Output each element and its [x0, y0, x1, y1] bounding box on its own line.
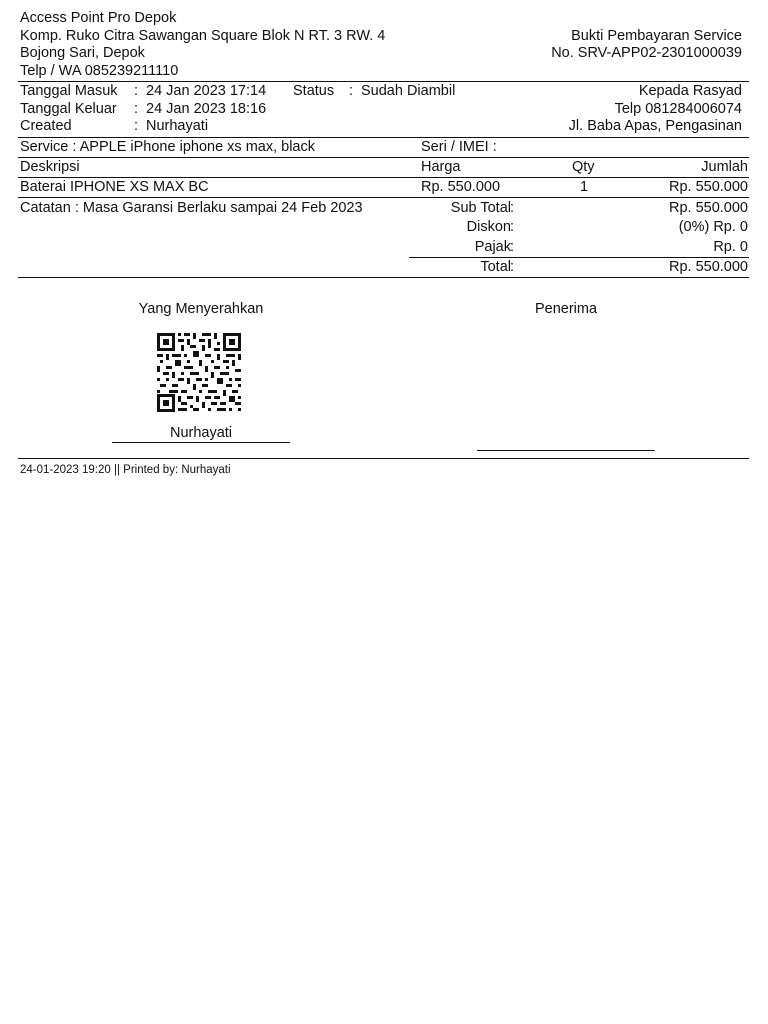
handover-label: Yang Menyerahkan — [138, 301, 264, 317]
qr-code — [157, 333, 241, 412]
tax-value: Rp. 0 — [713, 239, 748, 255]
divider-table-row — [18, 197, 749, 198]
status-colon: : — [349, 83, 354, 99]
receiver-signature-line — [477, 450, 655, 451]
warranty-note: Catatan : Masa Garansi Berlaku sampai 24 Feb 2023 — [20, 200, 363, 216]
total-value: Rp. 550.000 — [668, 259, 748, 275]
discount-value: (0%) Rp. 0 — [678, 219, 748, 235]
discount-label: Diskon — [466, 219, 511, 235]
divider-totals — [18, 277, 749, 278]
divider-service — [18, 157, 749, 158]
row-description: Baterai IPHONE XS MAX BC — [20, 179, 209, 195]
status-value: Sudah Diambil — [361, 83, 456, 99]
document-number: No. SRV-APP02-2301000039 — [551, 45, 742, 61]
receiver-label: Penerima — [534, 301, 598, 317]
col-header-qty: Qty — [572, 159, 595, 175]
col-header-amount: Jumlah — [701, 159, 748, 175]
subtotal-value: Rp. 550.000 — [668, 200, 748, 216]
divider-info — [18, 137, 749, 138]
status-label: Status — [293, 83, 335, 99]
tax-label: Pajak — [474, 239, 511, 255]
tanggal-keluar-value: 24 Jan 2023 18:16 — [146, 101, 267, 117]
divider-table-header — [18, 177, 749, 178]
handover-signature-line — [112, 442, 290, 443]
serial-imei-label: Seri / IMEI : — [421, 139, 497, 155]
tanggal-masuk-colon: : — [134, 83, 139, 99]
tanggal-masuk-label: Tanggal Masuk — [20, 83, 118, 99]
tanggal-keluar-colon: : — [134, 101, 139, 117]
col-header-price: Harga — [421, 159, 461, 175]
handover-name: Nurhayati — [169, 425, 233, 441]
company-phone: Telp / WA 085239211110 — [20, 63, 179, 79]
print-footer: 24-01-2023 19:20 || Printed by: Nurhayati — [20, 464, 231, 476]
customer-address: Jl. Baba Apas, Pengasinan — [568, 118, 742, 134]
divider-total — [409, 257, 749, 258]
customer-name: Kepada Rasyad — [638, 83, 742, 99]
tanggal-masuk-value: 24 Jan 2023 17:14 — [146, 83, 267, 99]
row-amount: Rp. 550.000 — [668, 179, 748, 195]
created-colon: : — [134, 118, 139, 134]
col-header-description: Deskripsi — [20, 159, 80, 175]
divider-header — [18, 81, 749, 82]
discount-colon: : — [510, 219, 515, 235]
total-colon: : — [510, 259, 515, 275]
company-address-line1: Komp. Ruko Citra Sawangan Square Blok N RT. 3 RW. 4 — [20, 28, 386, 44]
tax-colon: : — [510, 239, 515, 255]
document-title: Bukti Pembayaran Service — [571, 28, 742, 44]
divider-footer — [18, 458, 749, 459]
tanggal-keluar-label: Tanggal Keluar — [20, 101, 117, 117]
row-price: Rp. 550.000 — [421, 179, 501, 195]
created-label: Created — [20, 118, 72, 134]
created-value: Nurhayati — [146, 118, 209, 134]
total-label: Total — [480, 259, 511, 275]
service-description: Service : APPLE iPhone iphone xs max, black — [20, 139, 315, 155]
company-address-line2: Bojong Sari, Depok — [20, 45, 145, 61]
subtotal-label: Sub Total — [450, 200, 511, 216]
company-name: Access Point Pro Depok — [20, 10, 177, 26]
subtotal-colon: : — [510, 200, 515, 216]
customer-phone: Telp 081284006074 — [614, 101, 742, 117]
row-qty: 1 — [580, 179, 589, 195]
